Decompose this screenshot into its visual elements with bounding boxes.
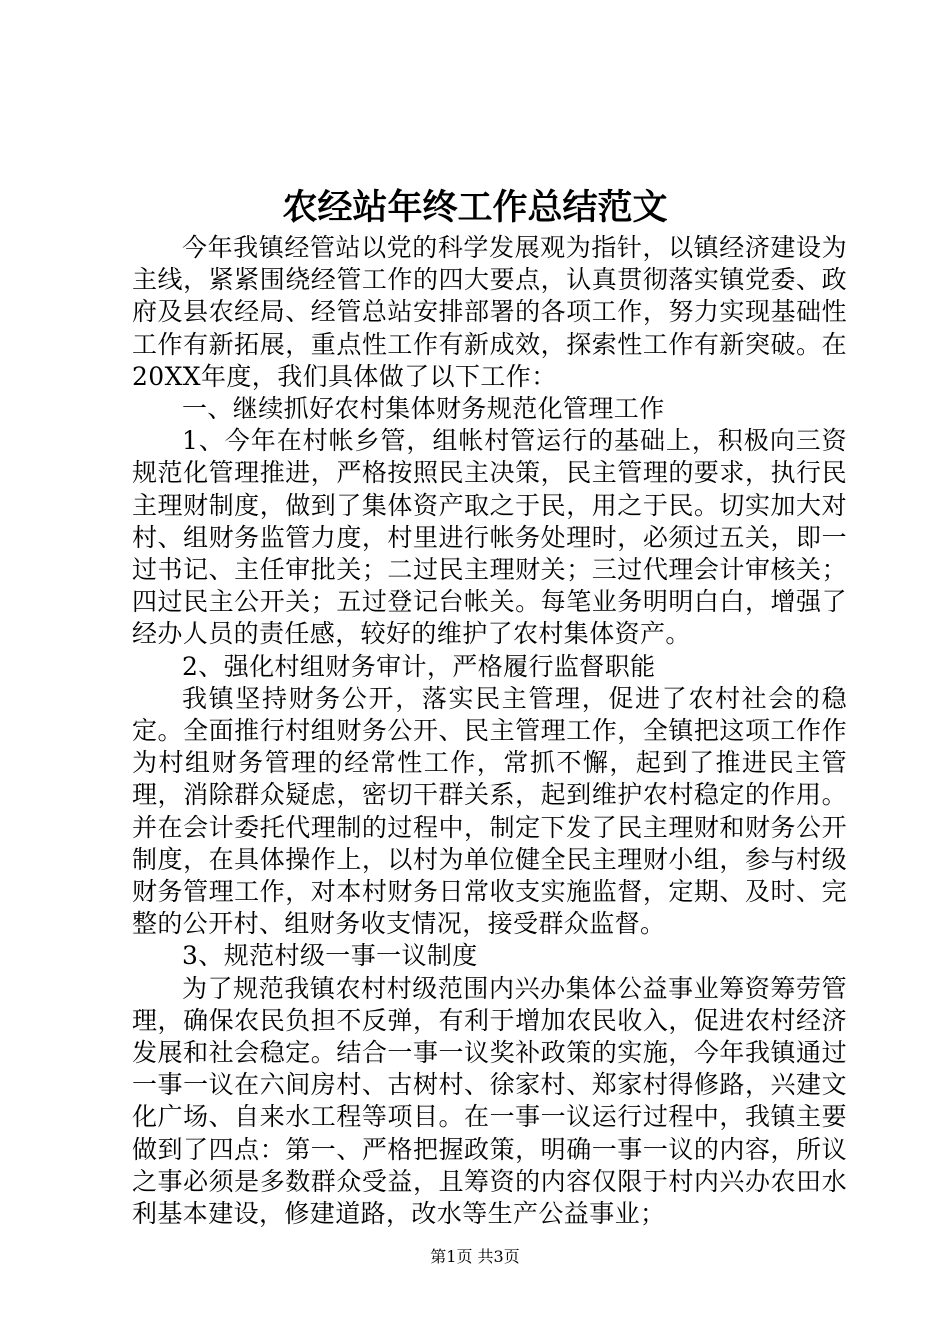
document-title: 农经站年终工作总结范文 xyxy=(282,187,668,228)
paragraph-item-1: 1、今年在村帐乡管，组帐村管运行的基础上，积极向三资规范化管理推进，严格按照民主决策，民主管理的要求，执行民主理财制度，做到了集体资产取之于民，用之于民。切实加大对村、组财务监管力度，村里进行帐务处理时，必须过五关，即一过书记、主任审批关；二过民主理财关；三过代理会计审核关；四过民主公开关；五过登记台帐关。每笔业务明明白白，增强了经办人员的责任感，较好的维护了农村集体资产。 xyxy=(132,426,847,649)
subheading-item-2: 2、强化村组财务审计，严格履行监督职能 xyxy=(182,651,656,681)
paragraph-item-2: 我镇坚持财务公开，落实民主管理，促进了农村社会的稳定。全面推行村组财务公开、民主管理工作，全镇把这项工作作为村组财务管理的经常性工作，常抓不懈，起到了推进民主管理，消除群众疑虑，密切干群关系，起到维护农村稳定的作用。并在会计委托代理制的过程中，制定下发了民主理财和财务公开制度，在具体操作上，以村为单位健全民主理财小组，参与村级财务管理工作，对本村财务日常收支实施监督，定期、及时、完整的公开村、组财务收支情况，接受群众监督。 xyxy=(132,683,847,939)
page-footer: 第1页 共3页 xyxy=(430,1247,520,1266)
subheading-item-3: 3、规范村级一事一议制度 xyxy=(182,941,478,971)
document-body xyxy=(132,232,847,1230)
section-heading-1: 一、继续抓好农村集体财务规范化管理工作 xyxy=(182,394,665,424)
paragraph-intro: 今年我镇经管站以党的科学发展观为指针，以镇经济建设为主线，紧紧围绕经管工作的四大要点，认真贯彻落实镇党委、政府及县农经局、经管总站安排部署的各项工作，努力实现基础性工作有新拓展，重点性工作有新成效，探索性工作有新突破。在20XX年度，我们具体做了以下工作： xyxy=(132,233,847,391)
paragraph-item-3: 为了规范我镇农村村级范围内兴办集体公益事业筹资筹劳管理，确保农民负担不反弹，有利于增加农民收入，促进农村经济发展和社会稳定。结合一事一议奖补政策的实施，今年我镇通过一事一议在六间房村、古树村、徐家村、郑家村得修路，兴建文化广场、自来水工程等项目。在一事一议运行过程中，我镇主要做到了四点：第一、严格把握政策，明确一事一议的内容，所议之事必须是多数群众受益，且筹资的内容仅限于村内兴办农田水利基本建设，修建道路，改水等生产公益事业； xyxy=(132,973,847,1229)
